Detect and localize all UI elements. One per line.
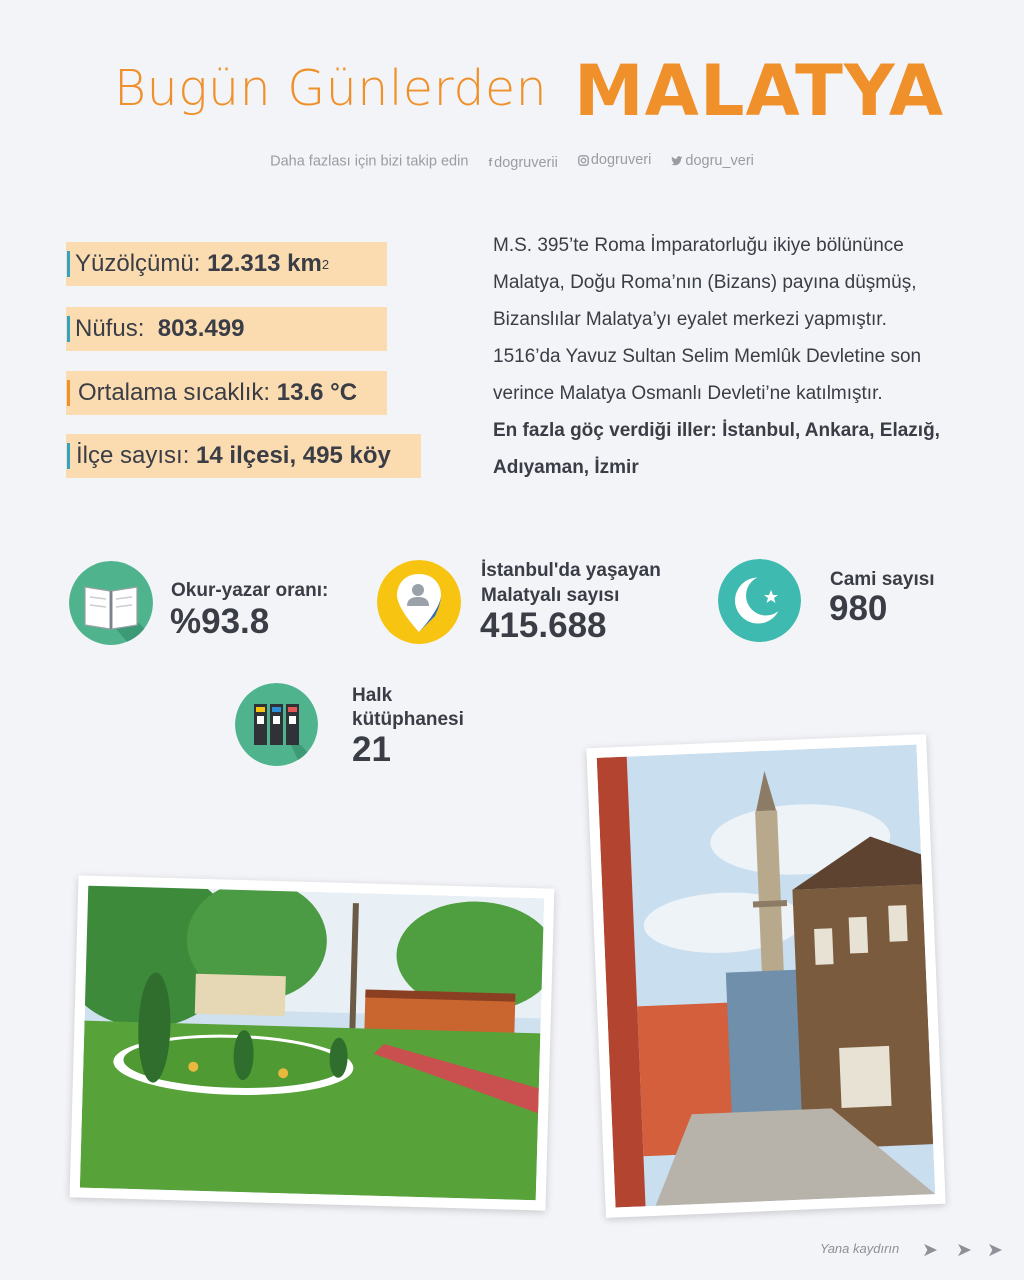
park-photo-image (80, 886, 544, 1201)
arrow-right-icon[interactable]: ➤ (987, 1240, 1003, 1261)
title-city: MALATYA (574, 50, 945, 132)
twitter-handle: dogru_veri (685, 152, 754, 169)
istanbul-label-1: İstanbul'da yaşayan (481, 560, 661, 581)
street-photo (586, 734, 945, 1218)
title-prefix: Bugün Günlerden (114, 60, 548, 117)
stat-district-label: İlçe sayısı: (76, 442, 190, 469)
migration-line: En fazla göç verdiği iller: İstanbul, Ankara, Elazığ, (493, 420, 940, 441)
stat-marker (67, 443, 70, 469)
crescent-star-icon (718, 559, 801, 642)
stat-area-label: Yüzölçümü: (75, 250, 201, 277)
stat-district-value: 14 ilçesi, 495 köy (196, 442, 391, 469)
literacy-value: %93.8 (170, 602, 270, 641)
stat-marker (67, 251, 70, 277)
twitter-icon (671, 156, 683, 166)
follow-bar (0, 152, 1024, 171)
book-icon (69, 561, 153, 645)
arrow-right-icon[interactable]: ➤ (956, 1240, 972, 1261)
stat-marker (67, 316, 70, 342)
desc-line: Bizanslılar Malatya’yı eyalet merkezi yapmıştır. (493, 309, 887, 330)
desc-line: Malatya, Doğu Roma’nın (Bizans) payına düşmüş, (493, 272, 917, 293)
mosque-value: 980 (829, 589, 888, 628)
history-description (493, 227, 1003, 486)
istanbul-value: 415.688 (480, 606, 607, 645)
stat-area-sup: 2 (321, 256, 330, 272)
stat-marker (67, 380, 70, 406)
desc-line: M.S. 395’te Roma İmparatorluğu ikiye bölününce (493, 235, 904, 256)
facebook-link[interactable] (488, 155, 557, 171)
instagram-link[interactable] (578, 152, 651, 168)
follow-text: Daha fazlası için bizi takip edin (270, 153, 469, 170)
street-photo-image (597, 744, 936, 1207)
location-pin-icon (377, 560, 461, 644)
migration-line: Adıyaman, İzmir (493, 457, 639, 478)
facebook-handle: dogruverii (494, 154, 558, 171)
facebook-icon: f (488, 156, 493, 169)
twitter-link[interactable] (671, 153, 754, 169)
stat-temperature (66, 371, 387, 415)
stat-temp-label: Ortalama sıcaklık: (78, 379, 271, 406)
stat-temp-value: 13.6 °C (276, 379, 358, 406)
library-value: 21 (352, 730, 391, 769)
instagram-handle: dogruveri (590, 152, 652, 168)
stat-districts (66, 434, 421, 478)
binders-icon (235, 683, 318, 766)
stat-area-value: 12.313 km (207, 250, 322, 277)
desc-line: verince Malatya Osmanlı Devleti’ne katılmıştır. (493, 383, 883, 404)
istanbul-label-2: Malatyalı sayısı (481, 585, 620, 606)
stat-population (66, 307, 387, 351)
swipe-hint: Yana kaydırın (820, 1241, 900, 1256)
desc-line: 1516’da Yavuz Sultan Selim Memlûk Devletine son (493, 346, 922, 367)
library-label-1: Halk (352, 685, 393, 706)
literacy-label: Okur-yazar oranı: (171, 580, 329, 601)
stat-population-label: Nüfus: (75, 315, 145, 342)
stat-area (66, 242, 387, 286)
park-photo (70, 875, 555, 1210)
arrow-right-icon[interactable]: ➤ (922, 1240, 938, 1261)
instagram-icon (578, 155, 589, 166)
library-label-2: kütüphanesi (352, 709, 464, 730)
stat-population-value: 803.499 (157, 315, 245, 342)
mosque-label: Cami sayısı (830, 569, 935, 590)
